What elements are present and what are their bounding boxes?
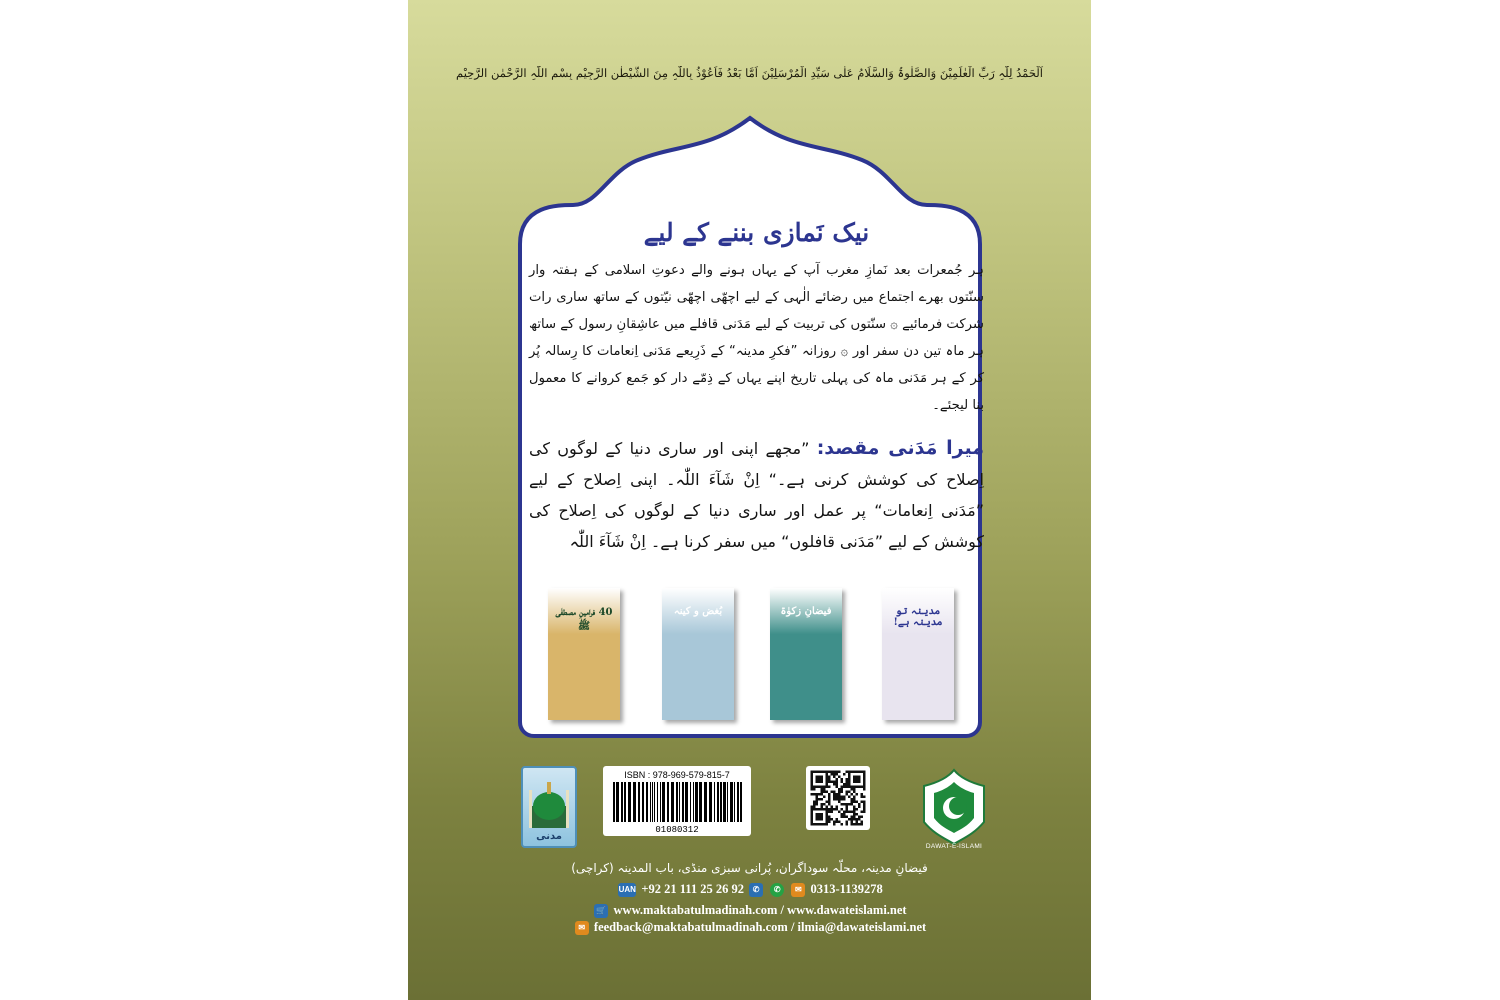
mission-lead: میرا مَدَنی مقصد:: [816, 437, 984, 459]
phone-icon: ✆: [749, 883, 763, 897]
book-thumbnail[interactable]: [662, 588, 734, 720]
phone-numbers: [408, 882, 1091, 897]
uan-phone[interactable]: +92 21 111 25 26 92: [641, 882, 744, 896]
book-title: 40 فرامینِ مصطفٰی ﷺ: [555, 607, 613, 632]
isbn-barcode: [603, 766, 751, 836]
panel-title: نیک نَمازی بننے کے لیے: [643, 218, 870, 247]
chat-icon: ✉: [791, 883, 805, 897]
isbn-number: ISBN : 978-969-579-815-7: [624, 770, 730, 780]
madani-channel-badge: [521, 766, 577, 848]
crescent-emblem-icon: [914, 766, 994, 846]
opening-invocation: اَلْحَمْدُ لِلّٰہِ رَبِّ الْعٰلَمِیْنَ وَالصَّلٰوۃُ وَالسَّلَامُ عَلٰی سَیِّدِ الْمُرْسَلِیْنَ اَمَّا بَعْدُ فَاَعُوْذُ بِاللّٰہِ مِنَ الشَّیْطٰنِ الرَّجِیْمِ بِسْمِ اللّٰہِ الرَّحْمٰنِ الرَّحِیْمِ: [456, 66, 1043, 80]
logo-caption: DAWAT-E-ISLAMI: [925, 843, 983, 850]
qr-code[interactable]: [806, 766, 870, 830]
badge-caption: مدنی: [536, 831, 562, 842]
book-thumbnail[interactable]: [770, 588, 842, 720]
instruction-paragraph: ہر جُمعرات بعد نَمازِ مغرب آپ کے یہاں ہونے والے دعوتِ اسلامی کے ہفتہ وار سنّتوں بھرے اجتماع میں رضائے الٰہی کے لیے اچھّی اچھّی نیّتوں کے ساتھ ساری رات شرکت فرمائیے ۞ سنّتوں کی تربیت کے لیے مَدَنی قافلے میں عاشِقانِ رسول کے ساتھ ہر ماہ تین دن سفر اور ۞ روزانہ ”فکرِ مدینہ“ کے ذَرِیعے مَدَنی اِنعامات کا رِسالہ پُر کر کے ہر مَدَنی ماہ کی پہلی تاریخ اپنے یہاں کے ذِمّے دار کو جَمع کروانے کا معمول بنا لیجئے۔: [529, 263, 984, 413]
book-thumbnail[interactable]: [882, 588, 954, 720]
publisher-marks-row: [408, 766, 1091, 850]
book-back-cover: [408, 0, 1091, 1000]
emails[interactable]: feedback@maktabatulmadinah.com / ilmia@dawateislami.net: [593, 920, 927, 934]
dawat-e-islami-logo: [914, 766, 994, 850]
qr-code-icon: [806, 766, 870, 830]
mission-text: ”مجھے اپنی اور ساری دنیا کے لوگوں کی اِصلاح کی کوشش کرنی ہے۔“ اِنْ شَآءَ اللّٰہ۔ اپنی اِصلاح کے لیے ”مَدَنی اِنعامات“ پر عمل اور ساری دنیا کے لوگوں کی اِصلاح کی کوشش کے لیے ”مَدَنی قافلوں“ میں سفر کرنا ہے۔ اِنْ شَآءَ اللّٰہ: [529, 439, 984, 551]
book-thumbnail[interactable]: [548, 588, 620, 720]
mission-statement: [529, 433, 984, 557]
mobile-phone[interactable]: 0313-1139278: [810, 882, 883, 896]
email-line: [408, 920, 1091, 935]
book-title: مدینہ تو مدینہ ہے!: [893, 606, 943, 628]
uan-icon: UAN: [618, 883, 636, 897]
website-line: [408, 903, 1091, 918]
barcode-number: 01080312: [655, 825, 699, 835]
related-books: [542, 588, 978, 724]
book-title: فیضانِ زکوٰۃ: [780, 606, 832, 617]
whatsapp-icon: ✆: [770, 883, 784, 897]
book-title: بُغض و کینہ: [673, 606, 723, 617]
cart-icon: 🛒: [594, 904, 608, 918]
panel-text-area: [529, 218, 984, 557]
websites[interactable]: www.maktabatulmadinah.com / www.dawateislami.net: [613, 903, 907, 917]
mail-icon: ✉: [575, 921, 589, 935]
publisher-address: فیضانِ مدینہ، محلّہ سوداگران، پُرانی سبزی منڈی، باب المدینہ (کراچی): [571, 861, 928, 875]
